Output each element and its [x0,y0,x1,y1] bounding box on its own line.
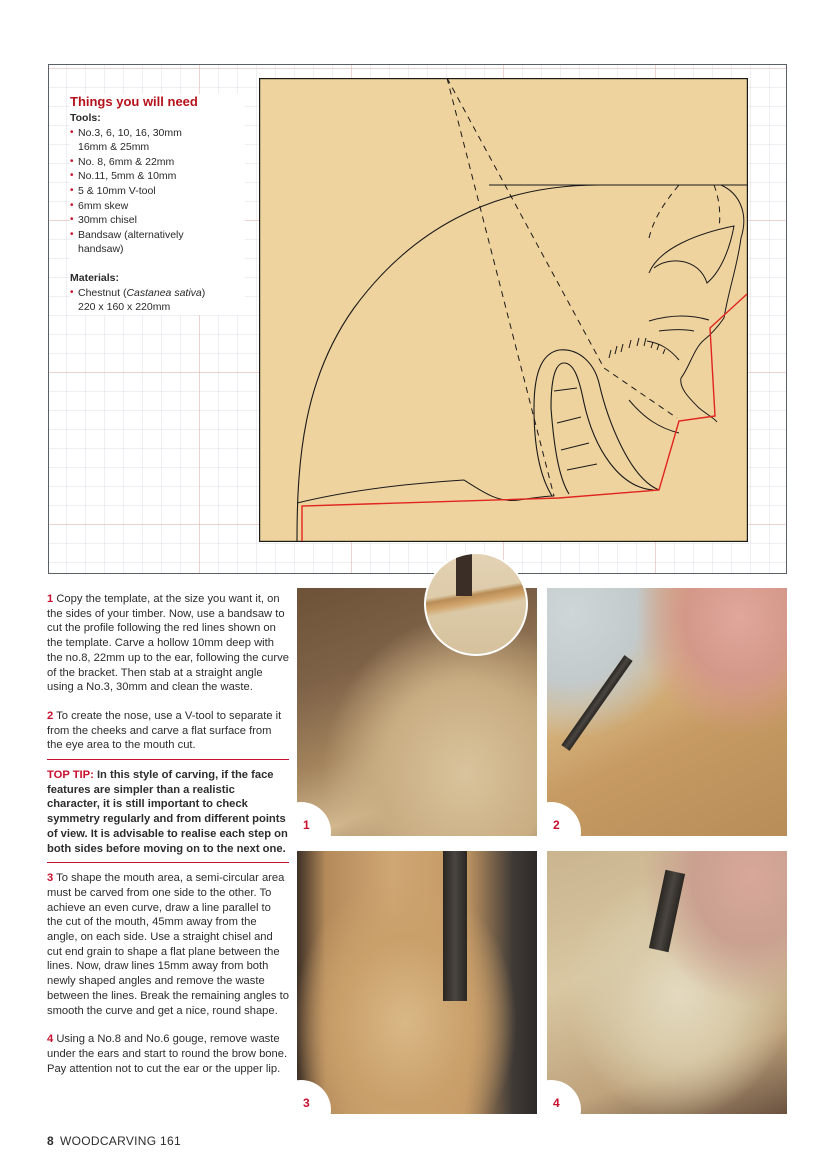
tool-item: • Bandsaw (alternatively handsaw) [70,228,245,257]
tool-item: • 6mm skew [70,199,245,214]
tool-item: • 5 & 10mm V-tool [70,184,245,199]
step-2: 2 To create the nose, use a V-tool to separate it from the cheeks and carve a flat surface from the eye area to the mouth cut. [47,709,282,752]
tool-item: • No. 8, 6mm & 22mm [70,155,245,170]
step-3: 3 To shape the mouth area, a semi-circular area must be carved from one side to the other. To achieve an even curve, draw a line parallel to the cut of the mouth, 45mm away from the angle, on each side. Use a straight chisel and cut end grain to shape a flat plane between the lines. Now, draw lines 15mm away from both newly shaped angles and remove the waste between the lines. Break the remaining angles to smooth the curve and get a nice, round shape. [47,872,289,1017]
instructions-column [47,592,289,1076]
tools-heading: Tools: [70,112,101,124]
top-tip: TOP TIP: In this style of carving, if the face features are simpler than a realistic character, it is still important to check symmetry regularly and from different points of view. It is advisable to realise each step on both sides before moving on to the next one. [47,769,288,855]
tool-item: • No.11, 5mm & 10mm [70,169,245,184]
page-number: 8 [47,1134,54,1148]
tools-list [70,126,245,257]
divider [47,759,289,760]
gouge-tool [561,655,632,751]
materials-heading: Materials: [70,271,120,284]
carving-template-drawing [259,78,748,542]
gouge-tool [649,870,685,952]
step-photo-4 [547,851,787,1114]
needs-title: Things you will need [70,94,198,109]
chisel-tool [456,552,472,596]
step-photo-3 [297,851,537,1114]
tool-item: • 30mm chisel [70,213,245,228]
material-item: • Chestnut (Castanea sativa) 220 x 160 x 220mm [70,286,245,315]
step-1: 1 Copy the template, at the size you want it, on the sides of your timber. Now, use a bandsaw to cut the profile following the red lines shown on the template. Carve a hollow 10mm deep with the no.8, 22mm up to the ear, following the curve of the bracket. Then stab at a straight angle using a No.3, 30mm and clean the waste. [47,593,289,694]
chisel-tool [443,851,467,1001]
tool-item: • No.3, 6, 10, 16, 30mm 16mm & 25mm [70,126,245,155]
photo-number: 1 [303,818,310,832]
detail-inset-photo [424,552,528,656]
photo-number: 4 [553,1096,560,1110]
photo-number: 3 [303,1096,310,1110]
photo-number: 2 [553,818,560,832]
template-svg [259,78,748,542]
divider [47,862,289,863]
step-photo-2 [547,588,787,836]
template-block [260,79,748,542]
page-footer [47,1134,181,1148]
step-4: 4 Using a No.8 and No.6 gouge, remove waste under the ears and start to round the brow bone. Pay attention not to cut the ear or the upper lip. [47,1033,288,1075]
materials-list [70,286,245,315]
things-you-will-need-box [70,94,245,315]
magazine-issue: WOODCARVING 161 [59,1134,181,1148]
